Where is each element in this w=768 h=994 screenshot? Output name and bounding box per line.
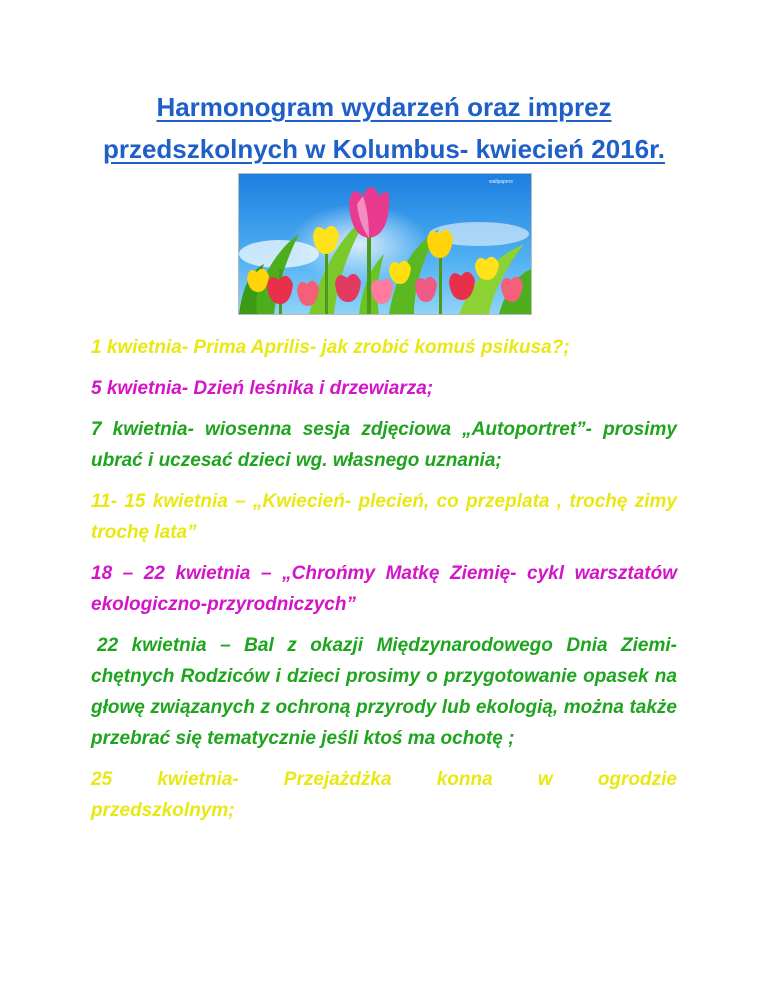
title-line-2: przedszkolnych w Kolumbus- kwiecień 2016r. — [102, 134, 666, 164]
photo-watermark: wallpapers — [489, 179, 513, 185]
event-april-5: 5 kwietnia- Dzień leśnika i drzewiarza; — [91, 378, 434, 399]
tulips-illustration — [239, 174, 531, 314]
event-april-22: 22 kwietnia – Bal z okazji Międzynarodowego Dnia Ziemi- chętnych Rodziców i dzieci prosimy o przygotowanie opasek na głowę związanych z ochroną przyrody lub ekologią, można także przebrać się tematycznie jeśli ktoś ma ochotę ; — [91, 635, 677, 749]
title-line-1: Harmonogram wydarzeń oraz imprez — [156, 92, 612, 122]
page-title — [60, 86, 708, 170]
event-april-18-22: 18 – 22 kwietnia – „Chrońmy Matkę Ziemię- cykl warsztatów ekologiczno-przyrodniczych” — [91, 563, 677, 615]
event-april-1: 1 kwietnia- Prima Aprilis- jak zrobić komuś psikusa?; — [91, 337, 570, 358]
tulips-photo — [238, 173, 532, 315]
event-april-25-line-1: 25 kwietnia- Przejażdżka konna w ogrodzie — [91, 769, 677, 790]
event-april-7: 7 kwietnia- wiosenna sesja zdjęciowa „Autoportret”- prosimy ubrać i uczesać dzieci wg. własnego uznania; — [91, 419, 677, 471]
event-april-25 — [91, 764, 677, 826]
event-april-25-line-2: przedszkolnym; — [91, 800, 235, 821]
events-list — [91, 332, 677, 826]
event-april-11-15: 11- 15 kwietnia – „Kwiecień- plecień, co przeplata , trochę zimy trochę lata” — [91, 491, 677, 543]
